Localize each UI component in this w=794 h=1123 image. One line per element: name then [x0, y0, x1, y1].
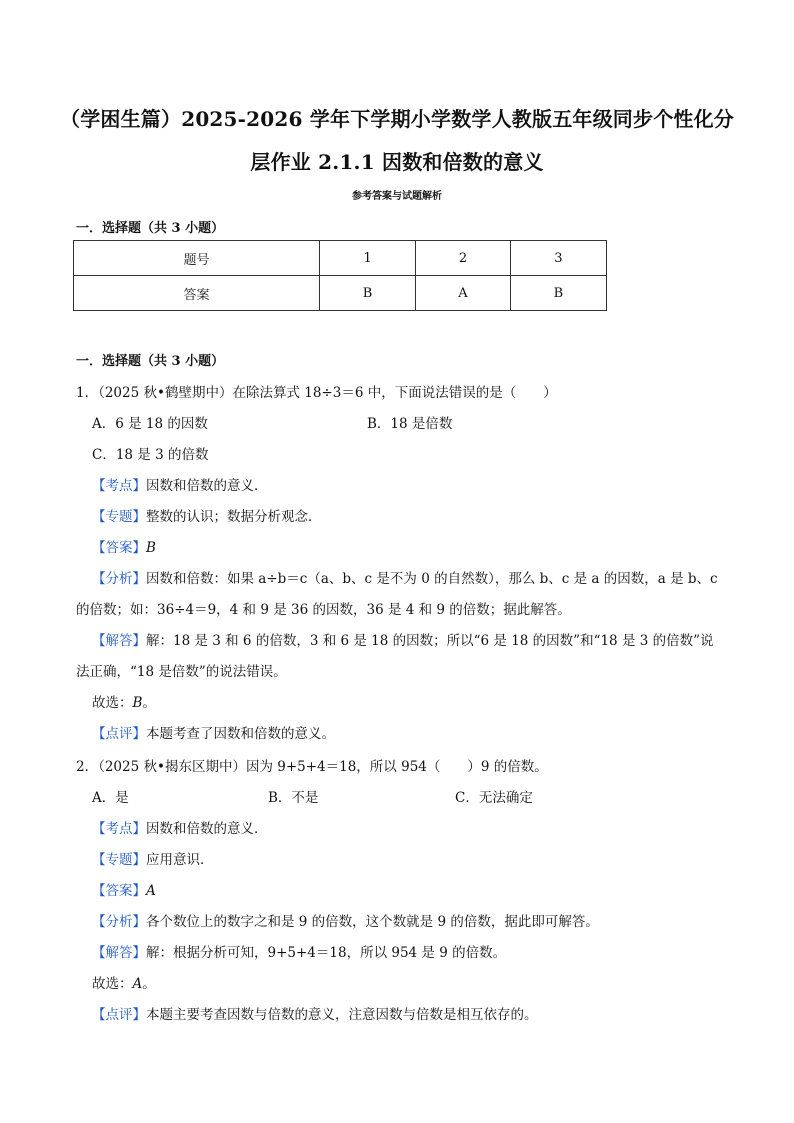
guxuan-answer: A [132, 976, 143, 992]
document-subtitle: 参考答案与试题解析 [352, 191, 442, 202]
question-2-dianping [92, 1003, 538, 1023]
zhuanti-tag: 【专题】 [92, 509, 146, 525]
document-title-line-2: 层作业 2.1.1 因数和倍数的意义 [250, 150, 544, 174]
fenxi-text-formula: a÷b＝c（a、b、c 是不为 0 的自然数），那么 b、c 是 a 的因数，a 是 b、c [258, 571, 718, 587]
dianping-text: 本题考查了因数和倍数的意义。 [146, 726, 335, 742]
question-2-zhuanti [92, 848, 214, 868]
guxuan-suffix: 。 [142, 695, 156, 711]
question-2-option-c: C．无法确定 [455, 790, 533, 806]
kaodian-text: 因数和倍数的意义． [146, 821, 268, 837]
table-header-cell: 题号 [74, 241, 320, 276]
fenxi-tag: 【分析】 [92, 571, 146, 587]
dianping-tag: 【点评】 [92, 1007, 146, 1023]
table-row [74, 276, 607, 311]
answer-table [73, 240, 607, 311]
question-2-fenxi [92, 910, 599, 930]
question-1-jieda-cont: 法正确，“18 是倍数”的说法错误。 [76, 664, 287, 680]
jieda-text: 解：根据分析可知，9+5+4＝18，所以 954 是 9 的倍数。 [146, 945, 507, 961]
jieda-tag: 【解答】 [92, 945, 146, 961]
table-row [74, 241, 607, 276]
question-1-stem: 1．（2025 秋•鹤壁期中）在除法算式 18÷3＝6 中，下面说法错误的是（ ） [76, 385, 557, 401]
answer-value: B [146, 540, 156, 556]
jieda-tag: 【解答】 [92, 633, 146, 649]
table-cell: 2 [416, 241, 511, 276]
question-2-option-a: A．是 [92, 790, 129, 806]
question-1-guxuan [92, 691, 156, 711]
question-1-jieda [92, 629, 714, 649]
question-1-zhuanti [92, 505, 322, 525]
jieda-text: 解：18 是 3 和 6 的倍数，3 和 6 是 18 的因数；所以“6 是 18 的因数”和“18 是 3 的倍数”说 [146, 633, 714, 649]
zhuanti-text: 整数的认识；数据分析观念． [146, 509, 322, 525]
dianping-text: 本题主要考查因数与倍数的意义，注意因数与倍数是相互依存的。 [146, 1007, 538, 1023]
section-heading: 一．选择题（共 3 小题） [76, 221, 225, 236]
fenxi-tag: 【分析】 [92, 914, 146, 930]
daan-tag: 【答案】 [92, 883, 146, 899]
question-2-answer [92, 879, 156, 899]
guxuan-prefix: 故选： [92, 695, 133, 711]
question-2-stem: 2．（2025 秋•揭东区期中）因为 9+5+4＝18，所以 954（ ）9 的倍数。 [76, 759, 548, 775]
kaodian-tag: 【考点】 [92, 478, 146, 494]
dianping-tag: 【点评】 [92, 726, 146, 742]
guxuan-prefix: 故选： [92, 976, 133, 992]
question-1-option-b: B．18 是倍数 [367, 416, 453, 432]
table-cell: A [416, 276, 511, 311]
guxuan-suffix: 。 [142, 976, 156, 992]
fenxi-text: 因数和倍数：如果 [146, 571, 259, 587]
question-1-answer [92, 536, 156, 556]
table-cell: 1 [320, 241, 416, 276]
question-2-jieda [92, 941, 506, 961]
question-1-fenxi [92, 567, 718, 587]
table-cell: B [510, 276, 606, 311]
kaodian-text: 因数和倍数的意义． [146, 478, 268, 494]
question-1-option-c: C．18 是 3 的倍数 [92, 447, 209, 463]
answer-value: A [146, 883, 156, 899]
section-heading-repeat: 一．选择题（共 3 小题） [76, 354, 225, 369]
question-1-fenxi-cont: 的倍数；如：36÷4＝9，4 和 9 是 36 的因数，36 是 4 和 9 的倍数；据此解答。 [76, 602, 571, 618]
table-header-cell: 答案 [74, 276, 320, 311]
table-cell: B [320, 276, 416, 311]
zhuanti-tag: 【专题】 [92, 852, 146, 868]
question-1-kaodian [92, 474, 268, 494]
document-title-line-1: （学困生篇）2025-2026 学年下学期小学数学人教版五年级同步个性化分 [60, 107, 734, 131]
fenxi-text: 各个数位上的数字之和是 9 的倍数，这个数就是 9 的倍数，据此即可解答。 [146, 914, 599, 930]
table-cell: 3 [510, 241, 606, 276]
guxuan-answer: B [132, 695, 143, 711]
zhuanti-text: 应用意识． [146, 852, 214, 868]
question-2-kaodian [92, 817, 268, 837]
question-1-option-a: A．6 是 18 的因数 [92, 416, 208, 432]
question-2-guxuan [92, 972, 156, 992]
daan-tag: 【答案】 [92, 540, 146, 556]
question-1-dianping [92, 722, 335, 742]
kaodian-tag: 【考点】 [92, 821, 146, 837]
question-2-option-b: B．不是 [268, 790, 319, 806]
